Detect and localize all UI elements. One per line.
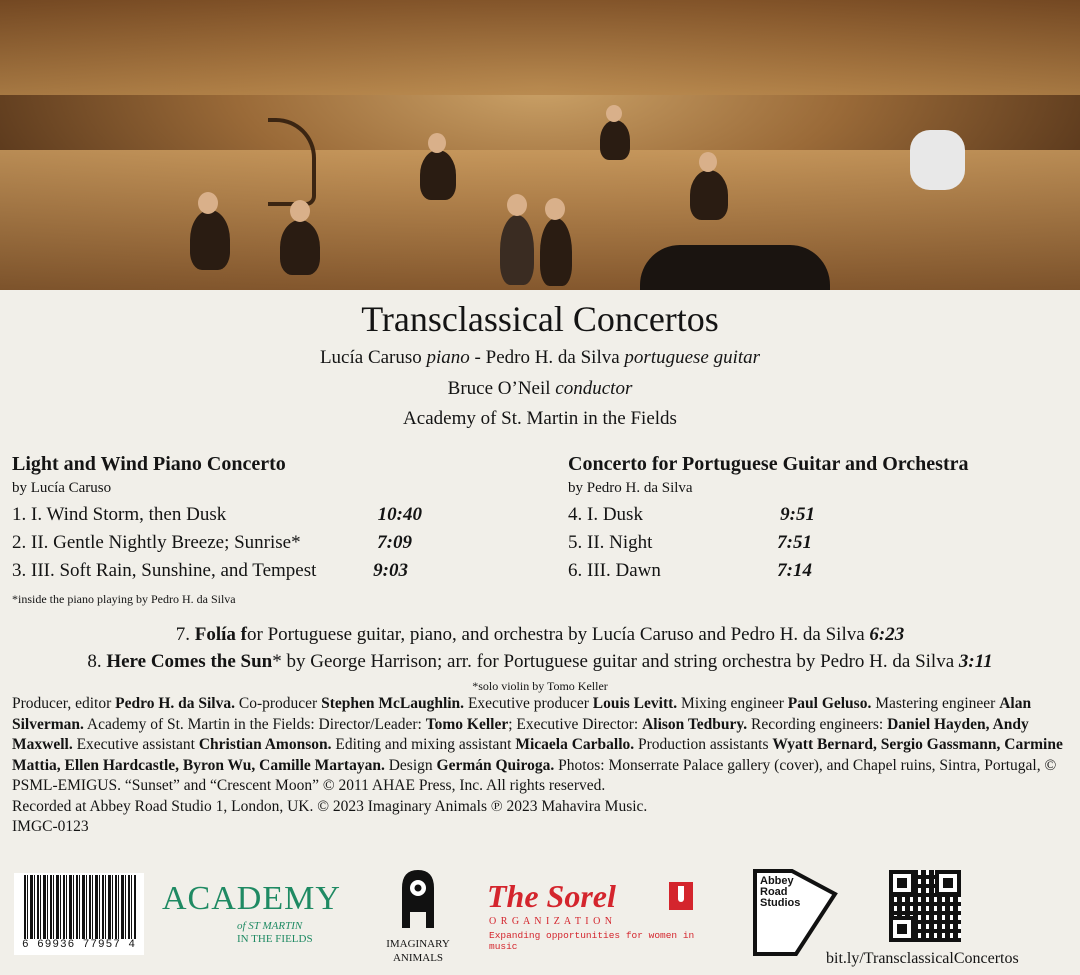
- barcode-digits: 6 69936 77957 4: [21, 939, 137, 951]
- track-2-time: 7:09: [377, 532, 412, 553]
- sorel-logo-name: The Sorel: [487, 878, 616, 914]
- imaginary-animals-logo: [376, 868, 460, 968]
- work2-title: Concerto for Portuguese Guitar and Orchestra: [568, 453, 969, 475]
- musician-figure: [190, 210, 230, 270]
- ensemble-name: Academy of St. Martin in the Fields: [403, 408, 677, 429]
- musician-head: [198, 192, 218, 214]
- track-8-footnote: *solo violin by Tomo Keller: [472, 679, 608, 693]
- credits-block: Producer, editor Pedro H. da Silva. Co-producer Stephen McLaughlin. Executive producer Louis Levitt. Mixing engineer Paul Geluso. Mastering engineer Alan Silverman. Academy of St. Martin in the Fields: Director/Leader: Tomo Keller; Executive Director: Alison Tedbury. Recording engineers: Daniel Hayden, Andy Maxwell. Executive assistant Christian Amonson. Editing and mixing assistant Micaela Carballo. Production assistants Wyatt Bernard, Sergio Gassmann, Carmine Mattia, Ellen Hardcastle, Byron Wu, Camille Martayan. Design Germán Quiroga. Photos: Monserrate Palace gallery (cover), and Chapel ruins, Sintra, Portugal, © PSML-EMIGUS. “Sunset” and “Crescent Moon” © 2011 AHAE Press, Inc. All rights reserved. Recorded at Abbey Road Studio 1, London, UK. © 2023 Imaginary Animals ℗ 2023 Mahavira Music. IMGC-0123: [12, 695, 1063, 835]
- academy-logo-of: of ST MARTIN: [237, 920, 303, 932]
- work1-footnote: *inside the piano playing by Pedro H. da Silva: [12, 592, 236, 606]
- imaginary-animals-text-1: IMAGINARY: [386, 938, 450, 950]
- track-7: 7. Folía for Portuguese guitar, piano, and orchestra by Lucía Caruso and Pedro H. da Silva 6:23: [175, 624, 905, 645]
- track-3-time: 9:03: [373, 560, 408, 581]
- work1-title: Light and Wind Piano Concerto: [12, 453, 286, 475]
- track-5-title: 5. II. Night: [568, 532, 653, 553]
- album-title: Transclassical Concertos: [361, 299, 719, 339]
- work1-composer: by Lucía Caruso: [12, 480, 112, 496]
- musician-head: [507, 194, 527, 216]
- academy-logo-wordmark: ACADEMY: [162, 880, 341, 917]
- studio-wall: [0, 0, 1080, 95]
- double-bass-case: [910, 130, 965, 190]
- imaginary-animals-icon: [398, 868, 438, 932]
- musician-head: [545, 198, 565, 220]
- sorel-logo-org: O R G A N I Z A T I O N: [489, 916, 614, 927]
- track-6-title: 6. III. Dawn: [568, 560, 661, 581]
- musician-figure: [500, 215, 534, 285]
- track-8: 8. Here Comes the Sun* by George Harrison; arr. for Portuguese guitar and string orchestra by Pedro H. da Silva 3:11: [87, 651, 993, 672]
- performers-line-1: Lucía Caruso piano - Pedro H. da Silva portuguese guitar: [319, 347, 761, 368]
- track-3-title: 3. III. Soft Rain, Sunshine, and Tempest: [12, 560, 317, 581]
- orchestra-photo: [0, 0, 1080, 290]
- sorel-logo-tagline: Expanding opportunities for women in music: [489, 930, 695, 952]
- sorel-logo-mark-icon: [669, 882, 693, 910]
- imaginary-animals-text-2: ANIMALS: [392, 952, 444, 964]
- performers-line-2: Bruce O’Neil conductor: [447, 378, 633, 399]
- qr-code-icon[interactable]: [889, 870, 961, 942]
- track-1-title: 1. I. Wind Storm, then Dusk: [12, 504, 227, 525]
- piano-shape: [640, 245, 830, 290]
- musician-head: [699, 152, 717, 172]
- barcode: [14, 873, 144, 955]
- sorel-organization-logo: [487, 878, 713, 952]
- work2-composer: by Pedro H. da Silva: [568, 480, 693, 496]
- musician-figure: [600, 120, 630, 160]
- track-2-title: 2. II. Gentle Nightly Breeze; Sunrise*: [12, 532, 301, 553]
- catalog-number: IMGC-0123: [12, 818, 89, 835]
- track-6-time: 7:14: [777, 560, 812, 581]
- recorded-line: Recorded at Abbey Road Studio 1, London, UK. © 2023 Imaginary Animals ℗ 2023 Mahavira Music.: [12, 797, 648, 815]
- musician-head: [290, 200, 310, 222]
- academy-logo: [162, 880, 352, 950]
- track-1-time: 10:40: [377, 504, 422, 525]
- abbey-road-logo: [752, 868, 838, 958]
- musician-figure: [540, 218, 572, 286]
- track-4-title: 4. I. Dusk: [568, 504, 643, 525]
- musician-figure: [420, 150, 456, 200]
- musician-figure: [280, 220, 320, 275]
- harp-shape: [268, 118, 316, 206]
- musician-head: [428, 133, 446, 153]
- barcode-bars: [24, 875, 136, 939]
- musician-head: [606, 105, 622, 122]
- abbey-road-text: Abbey Road Studios: [760, 875, 801, 909]
- track-5-time: 7:51: [777, 532, 812, 553]
- academy-logo-fields: IN THE FIELDS: [237, 933, 313, 945]
- musician-figure: [690, 170, 728, 220]
- track-4-time: 9:51: [780, 504, 815, 525]
- album-url-link[interactable]: bit.ly/TransclassicalConcertos: [826, 950, 1019, 967]
